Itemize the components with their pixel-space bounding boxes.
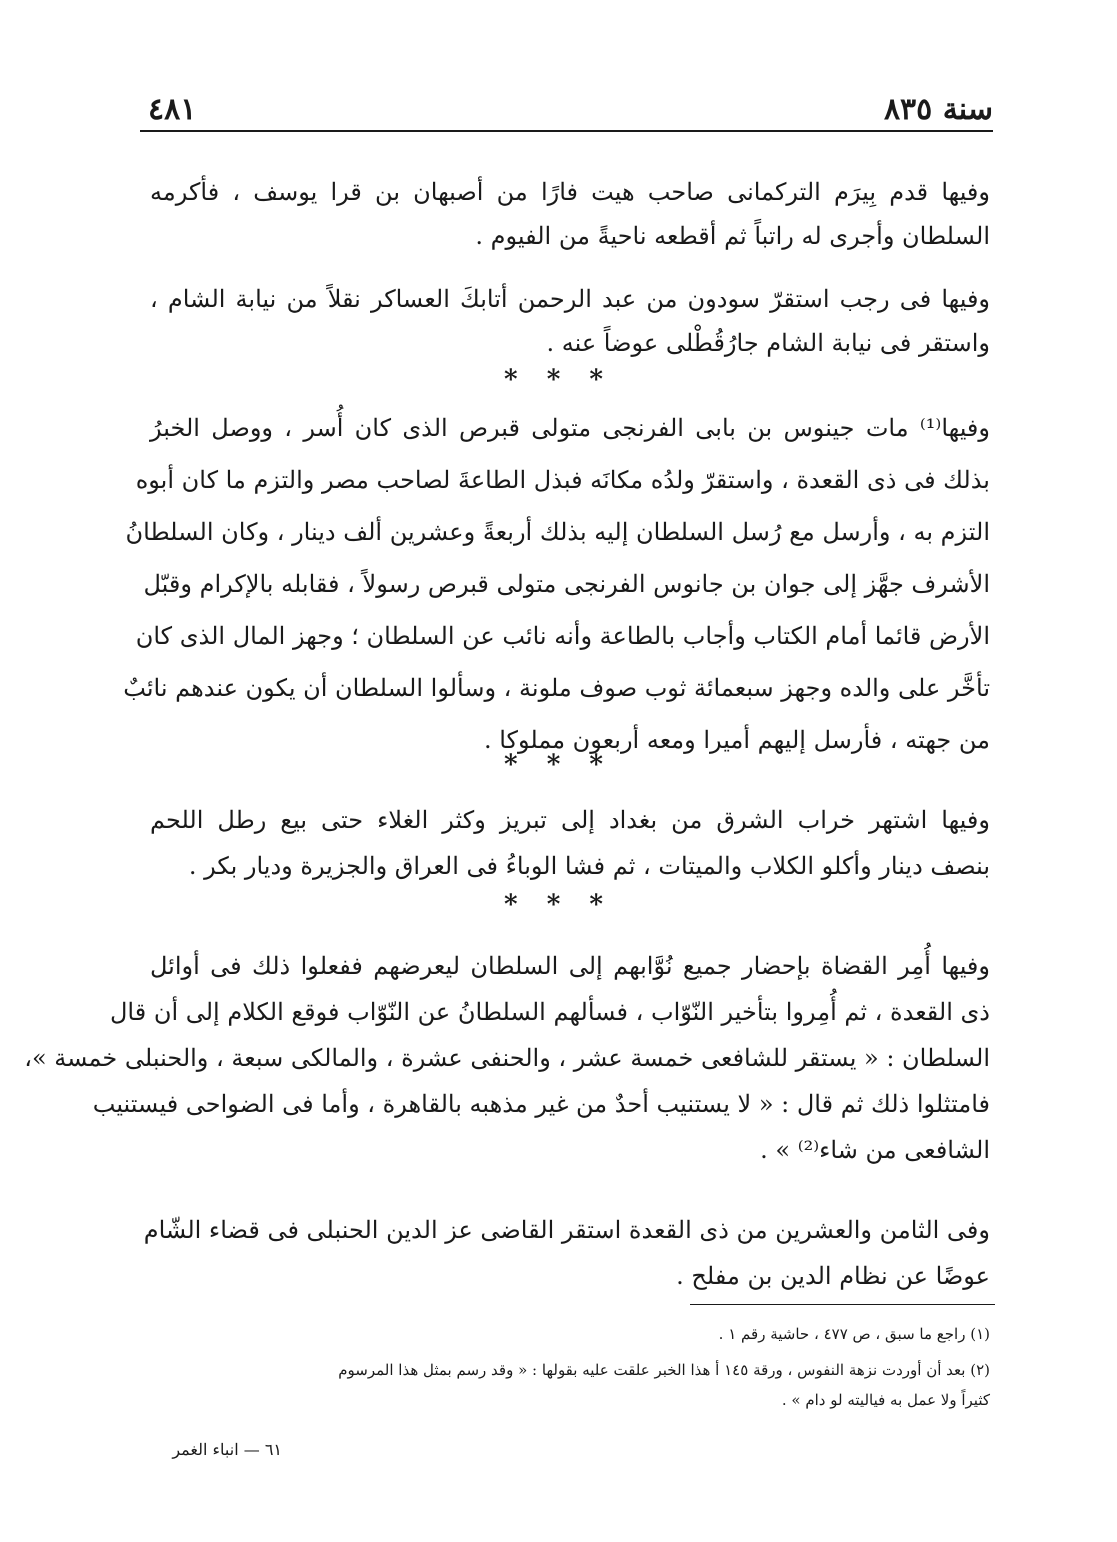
text-line: الأرض قائما أمام الكتاب وأجاب بالطاعة وأنه نائب عن السلطان ؛ وجهز المال الذى كان (135, 622, 990, 650)
text-line: فامتثلوا ذلك ثم قال : « لا يستنيب أحدٌ من غير مذهبه بالقاهرة ، وأما فى الضواحى فيستنيب (92, 1090, 990, 1118)
text-line: بنصف دينار وأكلو الكلاب والميتات ، ثم فشا الوباءُ فى العراق والجزيرة وديار بكر . (188, 852, 990, 880)
paragraph (150, 277, 990, 365)
text-line: وفيها قدم بِيرَم التركمانى صاحب هيت فارًا من أصبهان بن قرا يوسف ، فأكرمه (150, 178, 990, 206)
text-line: واستقر فى نيابة الشام جارُقُطْلى عوضاً عنه . (546, 329, 990, 357)
text-line: التزم به ، وأرسل مع رُسل السلطان إليه بذلك أربعةً وعشرين ألف دينار ، وكان السلطانُ (125, 518, 990, 546)
running-head-year: سنة ٨٣٥ (883, 92, 993, 127)
text-line: من جهته ، فأرسل إليهم أميرا ومعه أربعون مملوكا . (483, 726, 990, 754)
footnote (150, 1355, 990, 1415)
paragraph (150, 797, 990, 889)
paragraph (123, 402, 990, 766)
text-line: ذى القعدة ، ثم أُمِروا بتأخير النّوّاب ، فسألهم السلطانُ عن النّوّاب فوقع الكلام إلى أن قال (109, 998, 990, 1026)
signature-mark: ٦١ — انباء الغمر (172, 1440, 282, 1459)
page-number: ٤٨١ (148, 92, 197, 127)
text-line: وفيها فى رجب استقرّ سودون من عبد الرحمن أتابكَ العساكر نقلاً من نيابة الشام ، (150, 285, 991, 313)
footnote-rule (690, 1304, 995, 1305)
text-line: الشافعى من شاء⁽²⁾ » . (760, 1136, 990, 1164)
footnote-line: (١) راجع ما سبق ، ص ٤٧٧ ، حاشية رقم ١ . (718, 1325, 990, 1343)
section-separator: * * * (504, 365, 613, 395)
paragraph (24, 943, 990, 1173)
text-line: السلطان وأجرى له راتباً ثم أقطعه ناحيةً من الفيوم . (475, 222, 990, 250)
page-header (140, 92, 993, 128)
text-line: عوضًا عن نظام الدين بن مفلح . (676, 1262, 990, 1290)
text-line: الأشرف جهَّز إلى جوان بن جانوس الفرنجى متولى قبرص رسولاً ، فقابله بالإكرام وقبّل (143, 570, 990, 598)
text-line: بذلك فى ذى القعدة ، واستقرّ ولدُه مكانَه فبذل الطاعةَ لصاحب مصر والتزم ما كان أبوه (135, 466, 990, 494)
section-separator: * * * (504, 750, 613, 780)
footnote (150, 1320, 990, 1348)
text-line: وفى الثامن والعشرين من ذى القعدة استقر القاضى عز الدين الحنبلى فى قضاء الشّام (143, 1216, 990, 1244)
paragraph (150, 170, 990, 258)
text-line: وفيها⁽¹⁾ مات جينوس بن بابى الفرنجى متولى قبرص الذى كان أُسر ، ووصل الخبرُ (150, 414, 990, 442)
section-separator: * * * (504, 890, 613, 920)
footnote-line: (٢) بعد أن أوردت نزهة النفوس ، ورقة ١٤٥ أ هذا الخبر علقت عليه بقولها : « وقد رسم بمثل هذا المرسوم (338, 1361, 990, 1379)
text-line: وفيها اشتهر خراب الشرق من بغداد إلى تبريز وكثر الغلاء حتى بيع رطل اللحم (150, 806, 990, 834)
text-line: وفيها أُمِر القضاة بإحضار جميع نُوَّابهم إلى السلطان ليعرضهم ففعلوا ذلك فى أوائل (150, 952, 990, 980)
text-line: تأخَّر على والده وجهز سبعمائة ثوب صوف ملونة ، وسألوا السلطان أن يكون عندهم نائبٌ (123, 674, 990, 702)
text-line: السلطان : « يستقر للشافعى خمسة عشر ، والحنفى عشرة ، والمالكى سبعة ، والحنبلى خمسة »، (24, 1044, 990, 1072)
header-rule (140, 130, 993, 132)
paragraph (143, 1207, 990, 1299)
footnote-line: كثيراً ولا عمل به فياليته لو دام » . (781, 1391, 990, 1409)
